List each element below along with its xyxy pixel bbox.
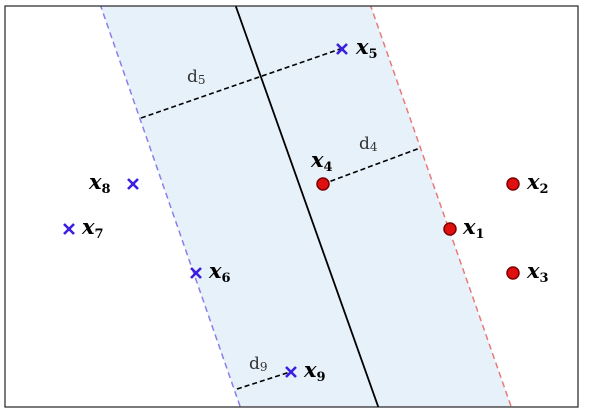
point-label-x1-sub: 1: [475, 227, 485, 242]
point-label-x3-main: x: [527, 258, 540, 283]
point-label-x6-main: x: [209, 258, 222, 283]
point-label-x7-main: x: [82, 214, 95, 239]
point-label-x9-sub: 9: [316, 370, 326, 385]
point-marker-x3: [507, 267, 519, 279]
distance-label-d5-sub: 5: [197, 73, 206, 87]
point-label-x6-sub: 6: [221, 271, 231, 286]
point-label-x8-main: x: [89, 169, 102, 194]
point-label-x5-main: x: [356, 34, 369, 59]
point-label-x7-sub: 7: [94, 227, 104, 242]
point-label-x5-sub: 5: [368, 47, 378, 62]
point-label-x8-sub: 8: [101, 182, 111, 197]
point-label-x3-sub: 3: [539, 271, 549, 286]
distance-label-d9-sub: 9: [259, 360, 268, 374]
point-label-x2-main: x: [527, 169, 540, 194]
point-label-x2-sub: 2: [539, 182, 549, 197]
point-marker-x2: [507, 178, 519, 190]
point-label-x1-main: x: [463, 214, 476, 239]
distance-label-d4-sub: 4: [369, 140, 378, 154]
distance-label-d4-main: d: [359, 134, 370, 154]
distance-label-d9-main: d: [249, 354, 260, 374]
point-label-x4-sub: 4: [323, 160, 333, 175]
distance-label-d5-main: d: [187, 67, 198, 87]
point-label-x4-main: x: [311, 147, 324, 172]
point-marker-x1: [444, 223, 456, 235]
point-marker-x4: [317, 178, 329, 190]
point-label-x9-main: x: [304, 357, 317, 382]
